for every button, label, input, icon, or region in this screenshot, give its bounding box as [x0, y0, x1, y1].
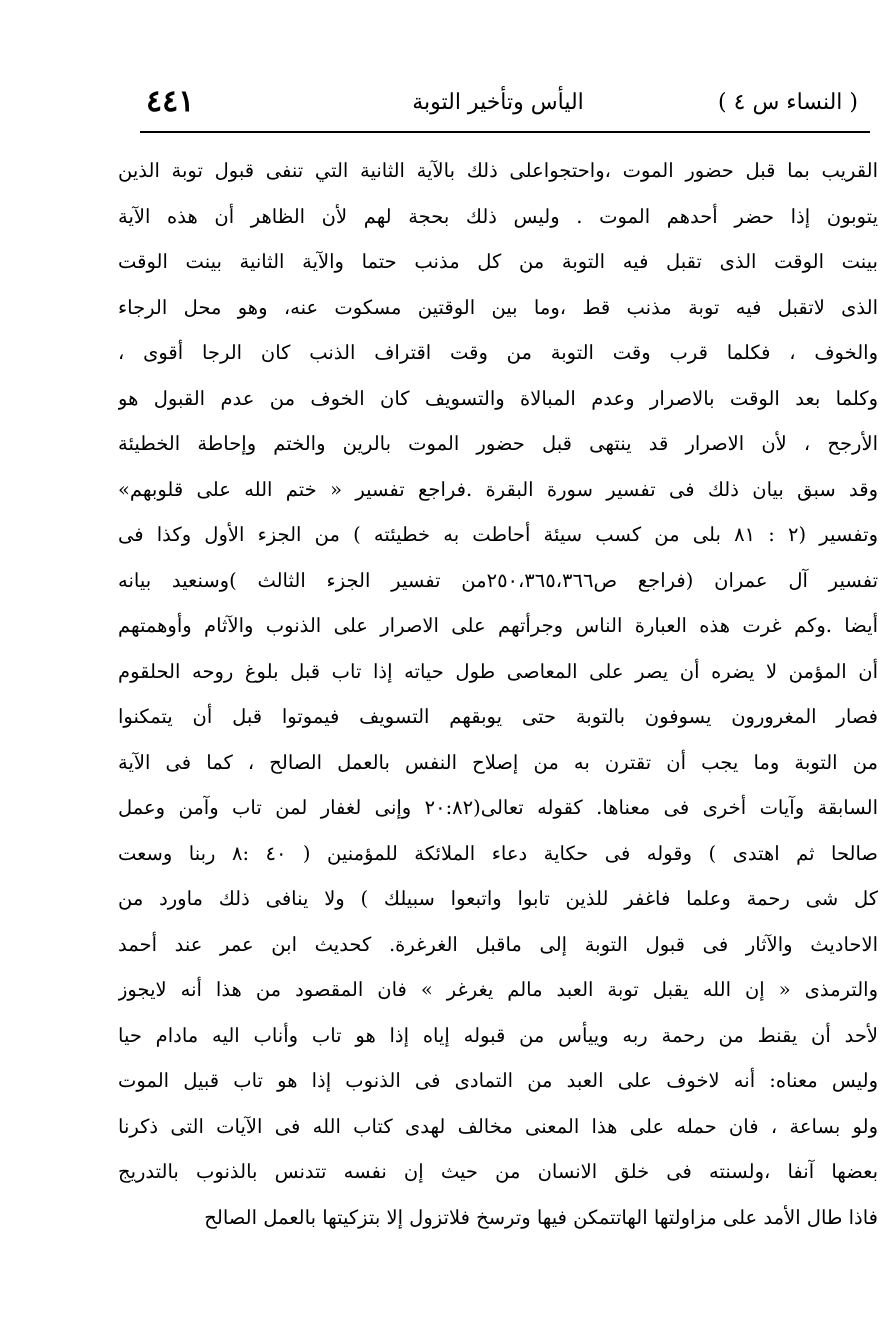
text-line: الاحاديث والآثار فى قبول التوبة إلى ماقبل الغرغرة. كحديث ابن عمر عند أحمد [118, 932, 878, 956]
text-line: القريب بما قبل حضور الموت ،واحتجواعلى ذلك بالآية الثانية التي تنفى قبول توبة الذين [118, 159, 878, 182]
body-text [118, 148, 878, 1240]
text-line: وتفسير (٢ : ٨١ بلى من كسب سيئة أحاطت به خطيئته ) من الجزء الأول وكذا فى [118, 523, 878, 546]
text-line: أن المؤمن لا يضره أن يصر على المعاصى طول حياته إذا تاب قبل بلوغ روحه الحلقوم [118, 659, 878, 683]
text-line: والخوف ، فكلما قرب وقت التوبة من وقت اقتراف الذنب كان الرجا أقوى ، [118, 341, 878, 364]
text-line: يتوبون إذا حضر أحدهم الموت . وليس ذلك بحجة لهم لأن الظاهر أن هذه الآية [118, 204, 878, 228]
text-line: وليس معناه: أنه لاخوف على العبد من التمادى فى الذنوب إذا هو تاب قبيل الموت [118, 1069, 878, 1092]
text-line: وقد سبق بيان ذلك فى تفسير سورة البقرة .فراجع تفسير « ختم الله على قلوبهم» [118, 477, 878, 501]
text-line: ولو بساعة ، فان حمله على هذا المعنى مخالف لهدى كتاب الله فى الآيات التى ذكرنا [118, 1114, 878, 1138]
text-line: صالحا ثم اهتدى ) وقوله فى حكاية دعاء الملائكة للمؤمنين ( ٤٠ :٨ ربنا وسعت [118, 841, 878, 865]
text-line: من التوبة وما يجب أن تقترن به من إصلاح النفس بالعمل الصالح ، كما فى الآية [118, 750, 878, 774]
running-title: اليأس وتأخير التوبة [412, 90, 584, 115]
text-line: كل شى رحمة وعلما فاغفر للذين تابوا واتبعوا سبيلك ) ولا ينافى ذلك ماورد من [118, 887, 878, 910]
text-line: بعضها آنفا ،ولسنته فى خلق الانسان من حيث إن نفسه تتدنس بالذنوب بالتدريج [118, 1160, 878, 1183]
text-line: تفسير آل عمران (فراجع ص٢٥٠،٣٦٥،٣٦٦من تفسير الجزء الثالث )وسنعيد بيانه [118, 568, 878, 592]
text-line: وكلما بعد الوقت بالاصرار وعدم المبالاة والتسويف كان الخوف من عدم القبول هو [118, 386, 878, 410]
text-line: فصار المغرورون يسوفون بالتوبة حتى يوبقهم التسويف فيموتوا قبل أن يتمكنوا [118, 705, 878, 728]
text-line: بينت الوقت الذى تقبل فيه التوبة من كل مذنب حتما والآية الثانية بينت الوقت [118, 250, 878, 273]
text-line: والترمذى « إن الله يقبل توبة العبد مالم يغرغر » فان المقصود من هذا أنه لايجوز [118, 978, 878, 1001]
text-line: الأرجح ، لأن الاصرار قد ينتهى قبل حضور الموت بالرين والختم وإحاطة الخطيئة [118, 432, 878, 455]
surah-reference: ( النساء س ٤ ) [718, 90, 858, 115]
text-line: الذى لاتقبل فيه توبة مذنب قط ،وما بين الوقتين مسكوت عنه، وهو محل الرجاء [118, 295, 878, 319]
text-line: أيضا .وكم غرت هذه العبارة الناس وجرأتهم على الاصرار على الذنوب والآثام وأوهمتهم [118, 614, 878, 637]
page-number: ٤٤١ [146, 84, 195, 119]
text-line: لأحد أن يقنط من رحمة ربه وييأس من قبوله إياه إذا هو تاب وأناب اليه مادام حيا [118, 1023, 878, 1047]
text-line: السابقة وآيات أخرى فى معناها. كقوله تعالى(٢٠:٨٢ وإنى لغفار لمن تاب وآمن وعمل [118, 796, 878, 819]
header-rule [140, 131, 870, 133]
page-header [138, 84, 858, 128]
text-line: فاذا طال الأمد على مزاولتها الهاتتمكن فيها وترسخ فلاتزول إلا بتزكيتها بالعمل الصالح [204, 1205, 878, 1229]
